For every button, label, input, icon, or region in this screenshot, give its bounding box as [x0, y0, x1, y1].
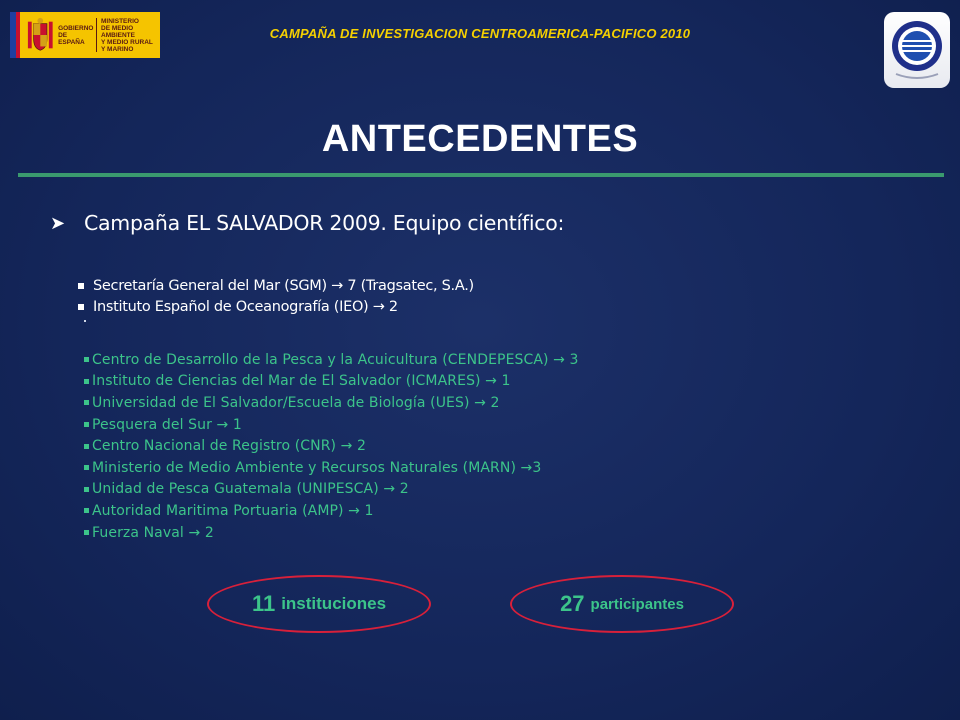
spanish-teams-list	[78, 275, 474, 317]
list-item: Centro de Desarrollo de la Pesca y la Acuicultura (CENDEPESCA) → 3	[84, 349, 579, 371]
ministerio-text: MINISTERIO DE MEDIO AMBIENTE Y MEDIO RURAL Y MARINO	[101, 17, 153, 53]
participants-count: 27	[560, 591, 585, 616]
list-item: Ministerio de Medio Ambiente y Recursos Naturales (MARN) →3	[84, 457, 579, 479]
square-bullet-icon	[84, 422, 89, 427]
arrow-bullet-icon: ➤	[50, 212, 65, 234]
slide-title: ANTECEDENTES	[321, 118, 639, 160]
institutions-summary	[209, 577, 429, 631]
level1-bullet	[50, 211, 564, 235]
participants-label: participantes	[590, 595, 684, 613]
list-item: Unidad de Pesca Guatemala (UNIPESCA) → 2	[84, 479, 579, 501]
list-item: Fuerza Naval → 2	[84, 522, 579, 544]
gobierno-text: GOBIERNO DE ESPAÑA	[58, 24, 94, 46]
square-bullet-icon	[84, 379, 89, 384]
participants-ellipse	[510, 575, 734, 633]
list-item: Instituto de Ciencias del Mar de El Salvador (ICMARES) → 1	[84, 371, 579, 393]
list-item: Centro Nacional de Registro (CNR) → 2	[84, 435, 579, 457]
square-bullet-icon	[84, 400, 89, 405]
institutions-ellipse	[207, 575, 431, 633]
list-item: Universidad de El Salvador/Escuela de Biología (UES) → 2	[84, 392, 579, 414]
square-bullet-icon	[78, 304, 84, 310]
square-bullet-icon	[84, 487, 89, 492]
ieo-emblem-icon	[890, 18, 944, 82]
square-bullet-icon	[84, 530, 89, 535]
list-item: Secretaría General del Mar (SGM) → 7 (Tragsatec, S.A.)	[78, 275, 474, 296]
title-underline	[18, 173, 944, 177]
header-title: CAMPAÑA DE INVESTIGACION CENTROAMERICA-PACIFICO 2010	[269, 26, 691, 41]
institutions-label: instituciones	[281, 594, 387, 613]
list-item: Pesquera del Sur → 1	[84, 414, 579, 436]
square-bullet-icon	[84, 357, 89, 362]
local-teams-list	[84, 349, 579, 543]
square-bullet-icon	[84, 508, 89, 513]
institutions-count: 11	[251, 591, 276, 616]
square-bullet-icon	[78, 283, 84, 289]
level1-text: Campaña EL SALVADOR 2009. Equipo científico:	[84, 211, 565, 235]
ieo-logo	[884, 12, 950, 88]
list-item: Autoridad Maritima Portuaria (AMP) → 1	[84, 500, 579, 522]
empty-bullet-dot	[84, 320, 86, 322]
square-bullet-icon	[84, 444, 89, 449]
square-bullet-icon	[84, 465, 89, 470]
list-item: Instituto Español de Oceanografía (IEO) → 2	[78, 296, 474, 317]
participants-summary	[512, 577, 732, 631]
